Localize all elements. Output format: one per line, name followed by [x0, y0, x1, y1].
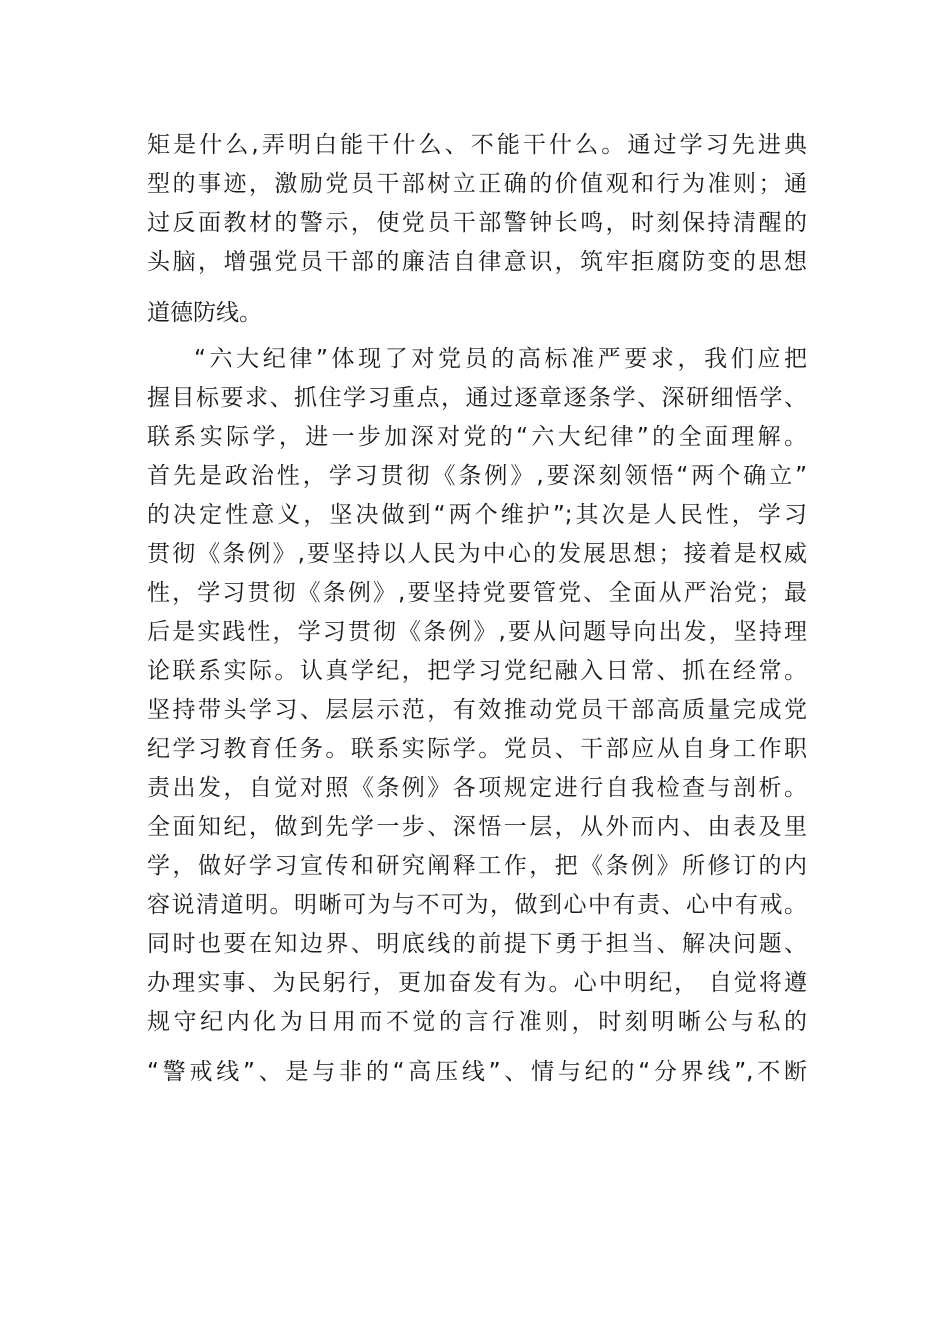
- text-line-12: 性，学习贯彻《条例》,要坚持党要管党、全面从严治党；最: [147, 580, 807, 606]
- text-line-11: 贯彻《条例》,要坚持以人民为中心的发展思想；接着是权威: [147, 541, 807, 567]
- text-line-19: 学，做好学习宣传和研究阐释工作，把《条例》所修订的内: [147, 853, 807, 879]
- text-line-24: “警戒线”、是与非的“高压线”、情与纪的“分界线”,不断: [147, 1059, 807, 1085]
- text-line-21: 同时也要在知边界、明底线的前提下勇于担当、解决问题、: [147, 931, 807, 957]
- text-line-13: 后是实践性，学习贯彻《条例》,要从问题导向出发，坚持理: [147, 619, 807, 645]
- text-line-9: 首先是政治性，学习贯彻《条例》,要深刻领悟“两个确立”: [147, 463, 807, 489]
- text-line-2: 型的事迹，激励党员干部树立正确的价值观和行为准则；通: [147, 171, 807, 197]
- text-line-3: 过反面教材的警示，使党员干部警钟长鸣，时刻保持清醒的: [147, 210, 807, 236]
- text-line-18: 全面知纪，做到先学一步、深悟一层，从外而内、由表及里: [147, 814, 807, 840]
- text-line-8: 联系实际学，进一步加深对党的“六大纪律”的全面理解。: [147, 424, 807, 450]
- text-line-20: 容说清道明。明晰可为与不可为，做到心中有责、心中有戒。: [147, 892, 807, 918]
- text-line-17: 责出发，自觉对照《条例》各项规定进行自我检查与剖析。: [147, 775, 807, 801]
- text-line-6: “六大纪律”体现了对党员的高标准严要求，我们应把: [194, 346, 807, 372]
- text-line-10: 的决定性意义，坚决做到“两个维护”;其次是人民性，学习: [147, 502, 807, 528]
- text-line-15: 坚持带头学习、层层示范，有效推动党员干部高质量完成党: [147, 697, 807, 723]
- text-line-14: 论联系实际。认真学纪，把学习党纪融入日常、抓在经常。: [147, 658, 807, 684]
- text-line-22: 办理实事、为民躬行，更加奋发有为。心中明纪， 自觉将遵: [147, 970, 807, 996]
- text-line-4: 头脑，增强党员干部的廉洁自律意识，筑牢拒腐防变的思想: [147, 249, 807, 275]
- text-line-5: 道德防线。: [147, 300, 262, 326]
- text-line-1: 矩是什么,弄明白能干什么、不能干什么。通过学习先进典: [147, 132, 807, 158]
- text-line-7: 握目标要求、抓住学习重点，通过逐章逐条学、深研细悟学、: [147, 385, 807, 411]
- text-line-16: 纪学习教育任务。联系实际学。党员、干部应从自身工作职: [147, 736, 807, 762]
- text-line-23: 规守纪内化为日用而不觉的言行准则，时刻明晰公与私的: [147, 1009, 807, 1035]
